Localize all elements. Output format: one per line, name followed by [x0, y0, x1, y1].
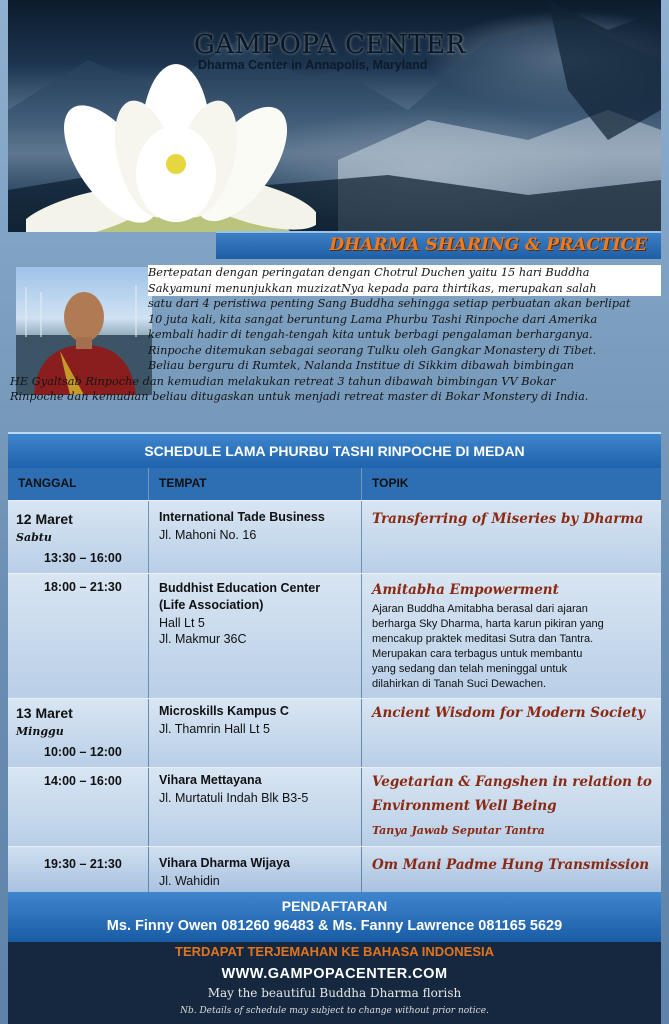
page-subtitle: Dharma Center in Annapolis, Maryland: [198, 58, 428, 72]
lotus-flower-icon: [26, 64, 316, 232]
intro-line: Rinpoche ditemukan sebagai seorang Tulku oleh Gangkar Monastery di Tibet.: [148, 343, 597, 357]
event-description: Ajaran Buddha Amitabha berasal dari ajaran berharga Sky Dharma, harta karun pikiran yang mencakup praktek meditasi Sutra dan Tantra. Merupakan cara terbagus untuk membantu yang sedang dan telah meninggal untuk dilahirkan di Tanah Suci Dewachen.: [372, 603, 604, 690]
event-topic: Environment Well Being: [372, 798, 557, 814]
intro-line: satu dari 4 peristiwa penting Sang Buddha sehingga setiap perbuatan akan berlipat: [148, 297, 631, 310]
intro-section: [8, 263, 661, 428]
intro-line: HE Gyaltsab Rinpoche dan kemudian melakukan retreat 3 tahun dibawah bimbingan VV Bokar: [10, 374, 556, 388]
intro-line: Sakyamuni menunjukkan muzizatNya kepada para thirtikas, merupakan salah: [148, 281, 661, 297]
event-day: Minggu: [16, 725, 64, 738]
intro-line: kembali hadir di tengah-tengah kita untuk berbagi pengalaman berharganya.: [148, 328, 593, 341]
registration-title: PENDAFTARAN: [281, 898, 388, 914]
event-address: Jl. Murtatuli Indah Blk B3-5: [159, 791, 309, 805]
registration-contacts: Ms. Finny Owen 081260 96483 & Ms. Fanny Lawrence 081165 5629: [106, 918, 563, 934]
event-topic: Ancient Wisdom for Modern Society: [372, 705, 646, 721]
column-header-date: TANGGAL: [8, 468, 148, 500]
event-address: Jl. Wahidin: [159, 874, 220, 888]
event-place: Vihara Dharma Wijaya: [159, 856, 290, 870]
intro-line: 10 juta kali, kita sangat beruntung Lama Phurbu Tashi Rinpoche dari Amerika: [148, 312, 598, 326]
event-address: Jl. Mahoni No. 16: [159, 528, 257, 542]
event-topic: Transferring of Miseries by Dharma: [372, 511, 644, 527]
event-topic-sub: Tanya Jawab Seputar Tantra: [372, 824, 545, 837]
intro-paragraph: [8, 265, 661, 425]
schedule-table: [8, 432, 661, 892]
table-row: [8, 501, 661, 574]
dharma-sharing-label: DHARMA SHARING & PRACTICE: [329, 235, 647, 255]
translation-note: TERDAPAT TERJEMAHAN KE BAHASA INDONESIA: [175, 944, 494, 959]
column-header-place: TEMPAT: [149, 468, 361, 500]
header-banner: [8, 0, 661, 232]
intro-line: Beliau berguru di Rumtek, Nalanda Institue di Sikkim dibawah bimbingan: [148, 359, 575, 372]
event-time: 18:00 – 21:30: [44, 580, 122, 594]
table-header-row: [8, 468, 661, 501]
event-address: Hall Lt 5: [159, 616, 205, 630]
table-row: [8, 768, 661, 847]
event-address: Jl. Makmur 36C: [159, 632, 247, 646]
event-topic: Om Mani Padme Hung Transmission: [372, 857, 650, 873]
event-topic: Vegetarian & Fangshen in relation to: [372, 774, 652, 790]
event-place-sub: (Life Association): [159, 598, 264, 612]
event-time: 10:00 – 12:00: [44, 745, 122, 759]
event-address: Jl. Thamrin Hall Lt 5: [159, 722, 270, 736]
intro-line: Rinpoche dan kemudian beliau ditugaskan untuk menjadi retreat master di Bokar Monstery di India.: [10, 390, 589, 403]
event-time: 14:00 – 16:00: [44, 774, 122, 788]
event-place: Vihara Mettayana: [159, 773, 262, 787]
table-row: [8, 574, 661, 699]
schedule-title: SCHEDULE LAMA PHURBU TASHI RINPOCHE DI MEDAN: [8, 432, 661, 468]
dharma-sharing-bar: [216, 231, 661, 259]
event-time: 19:30 – 21:30: [44, 857, 122, 871]
event-date: 13 Maret: [16, 705, 73, 721]
website-link[interactable]: WWW.GAMPOPACENTER.COM: [221, 966, 448, 982]
event-time: 13:30 – 16:00: [44, 551, 122, 565]
event-date: 12 Maret: [16, 511, 73, 527]
intro-line: Bertepatan dengan peringatan dengan Chotrul Duchen yaitu 15 hari Buddha: [148, 265, 661, 281]
event-place: Microskills Kampus C: [159, 704, 289, 718]
event-topic: Amitabha Empowerment: [372, 582, 559, 598]
page-title: GAMPOPA CENTER: [194, 30, 466, 60]
registration-section: [8, 892, 661, 942]
disclaimer: Nb. Details of schedule may subject to change without prior notice.: [180, 1006, 489, 1016]
table-row: [8, 847, 661, 893]
column-header-topic: TOPIK: [362, 468, 661, 500]
table-row: [8, 699, 661, 768]
event-place: International Tade Business: [159, 510, 325, 524]
tagline: May the beautiful Buddha Dharma florish: [207, 986, 462, 1000]
footer: [8, 942, 661, 1024]
event-place: Buddhist Education Center: [159, 581, 321, 595]
event-day: Sabtu: [16, 531, 52, 544]
